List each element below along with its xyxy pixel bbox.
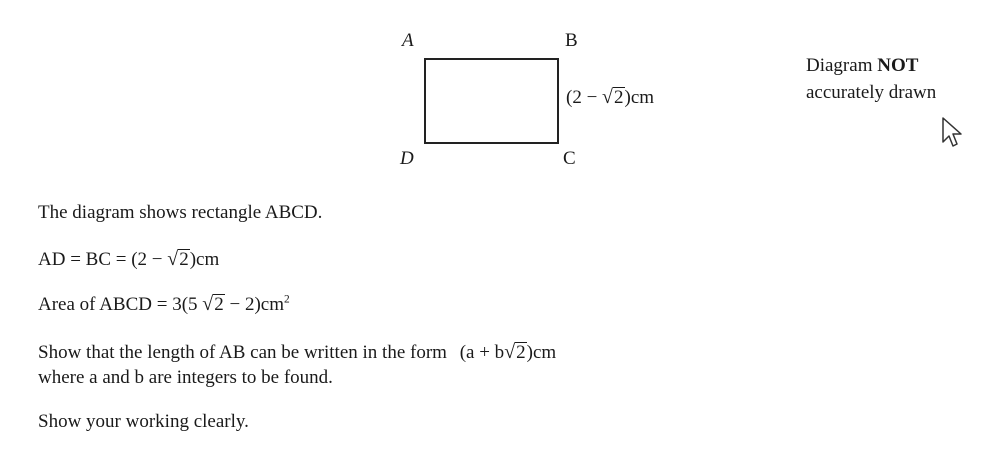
line4-form-open: (a + b <box>459 342 505 363</box>
question-line-2 <box>38 248 219 271</box>
line4-unit: cm <box>532 342 557 363</box>
question-line-4 <box>38 341 556 364</box>
question-line-3 <box>38 293 290 316</box>
line3-mid: − 2) <box>229 294 261 315</box>
line2-close: ) <box>189 249 197 270</box>
line2-unit: cm <box>196 249 220 270</box>
question-line-5: where a and b are integers to be found. <box>38 367 333 388</box>
diagram-note-line2: accurately drawn <box>806 82 937 103</box>
line2-prefix: AD = BC = (2 − <box>38 249 163 270</box>
line4-form-close: ) <box>526 342 533 363</box>
diagram-note-prefix: Diagram <box>806 55 873 76</box>
line3-power: 2 <box>284 293 290 306</box>
diagram-note-line1 <box>806 55 918 77</box>
line2-sqrt: √2 <box>167 248 189 270</box>
line4-sqrt: √2 <box>504 341 526 363</box>
line4-prefix: Show that the length of AB can be written in the form <box>38 342 447 363</box>
line3-prefix: Area of ABCD = 3(5 <box>38 294 198 315</box>
rectangle-abcd <box>424 58 559 144</box>
vertex-label-d: D <box>400 148 414 169</box>
vertex-label-a: A <box>402 30 414 51</box>
side-length-label <box>566 86 654 109</box>
vertex-label-c: C <box>563 148 576 169</box>
side-label-open: (2 − <box>566 87 598 108</box>
vertex-label-b: B <box>565 30 578 51</box>
side-label-unit: cm <box>630 87 655 108</box>
line3-sqrt: √2 <box>202 293 224 315</box>
side-label-close: ) <box>624 87 631 108</box>
question-line-1: The diagram shows rectangle ABCD. <box>38 202 323 223</box>
line3-unit: cm <box>260 294 284 315</box>
side-label-sqrt: √2 <box>602 86 624 108</box>
question-line-6: Show your working clearly. <box>38 411 249 432</box>
mouse-pointer-icon <box>940 116 970 150</box>
diagram-note-bold: NOT <box>877 55 919 76</box>
